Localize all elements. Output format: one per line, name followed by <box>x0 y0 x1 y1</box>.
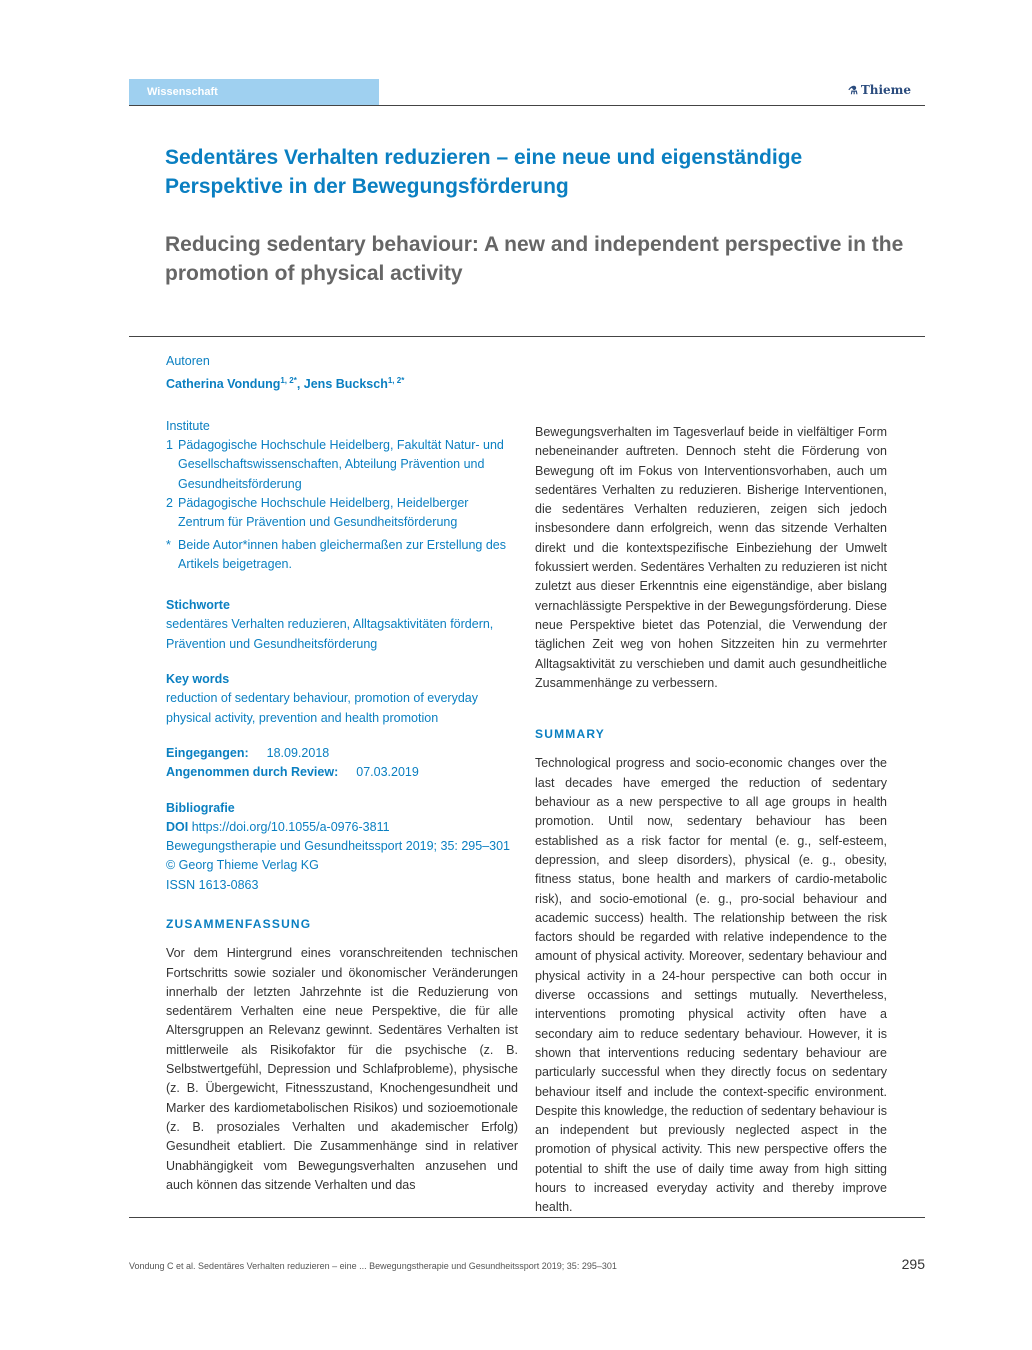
doi-row <box>166 818 518 837</box>
institute-note <box>166 536 518 575</box>
publisher-logo <box>848 83 911 97</box>
abstract-en-heading: SUMMARY <box>535 727 605 742</box>
author-list <box>166 371 518 394</box>
accepted-row <box>166 763 518 782</box>
author-affiliation: 1, 2* <box>387 376 405 386</box>
author-name[interactable]: Jens Bucksch <box>303 377 388 392</box>
title-german: Sedentäres Verhalten reduzieren – eine neue und eigenständige Perspektive in der Bewegungsförderung <box>165 146 803 198</box>
journal-citation: Bewegungstherapie und Gesundheitssport 2019; 35: 295–301 <box>166 839 511 854</box>
left-column <box>166 352 518 1195</box>
keywords-en-label: Key words <box>166 672 230 687</box>
institute-text: Pädagogische Hochschule Heidelberg, Fakultät Natur- und Gesellschaftswissenschaften, Abteilung Prävention und Gesundheitsförderung <box>178 438 504 491</box>
author-name[interactable]: Catherina Vondung <box>166 377 281 392</box>
accepted-date: 07.03.2019 <box>356 765 419 780</box>
institute-item <box>166 494 518 533</box>
title-english: Reducing sedentary behaviour: A new and independent perspective in the promotion of physical activity <box>165 233 904 285</box>
bibliography-block <box>166 799 518 895</box>
bibliography-label: Bibliografie <box>166 800 235 815</box>
institute-number: * <box>166 537 171 552</box>
page-number: 295 <box>901 1256 925 1272</box>
issn: ISSN 1613-0863 <box>166 877 259 892</box>
author-affiliation: 1, 2* <box>280 376 297 386</box>
received-row <box>166 744 518 763</box>
received-label: Eingegangen: <box>166 745 249 760</box>
doi-link[interactable]: https://doi.org/10.1055/a-0976-3811 <box>191 819 390 834</box>
keywords-en-block <box>166 670 518 728</box>
author-separator: , <box>296 377 304 392</box>
publisher-name: Thieme <box>860 83 911 97</box>
keywords-de-text: sedentäres Verhalten reduzieren, Alltagsaktivitäten fördern, Prävention und Gesundheitsförderung <box>166 617 494 651</box>
institutes-block <box>166 417 518 574</box>
right-column <box>535 423 887 1218</box>
title-divider <box>129 336 925 337</box>
footer-citation: Vondung C et al. Sedentäres Verhalten reduzieren – eine ... Bewegungstherapie und Gesundheitssport 2019; 35: 295–301 <box>129 1261 617 1271</box>
keywords-en-text: reduction of sedentary behaviour, promotion of everyday physical activity, prevention and health promotion <box>166 691 478 725</box>
accepted-label: Angenommen durch Review: <box>166 765 339 780</box>
institute-text: Pädagogische Hochschule Heidelberg, Heidelberger Zentrum für Prävention und Gesundheitsförderung <box>178 495 469 530</box>
authors-label: Autoren <box>166 354 210 368</box>
received-date: 18.09.2018 <box>266 745 330 760</box>
keywords-de-label: Stichworte <box>166 598 230 613</box>
institutes-label: Institute <box>166 418 210 433</box>
institute-number: 1 <box>166 438 173 453</box>
section-tag: Wissenschaft <box>129 79 379 105</box>
footer-divider <box>129 1217 925 1218</box>
abstract-de-part2: Bewegungsverhalten im Tagesverlauf beide in vielfältiger Form nebeneinander auftreten. Dennoch steht die Förderung von Bewegung oft im Fokus von Interventionsvorhaben, auch um sedentäres Verhalten zu reduzieren. Bisherige Interventionen, die sedentäres Verhalten reduzieren, zeigen sich jedoch insbesondere dann erfolgreich, wenn das sitzende Verhalten direkt und die kontextspezifische Einbeziehung der Umwelt fokussiert werden. Sedentäres Verhalten zu reduzieren ist nicht zuletzt aus dieser Erkenntnis eine eigenständige, aber bislang vernachlässigte Perspektive in der Bewegungsförderung. Diese neue Perspektive bietet das Potenzial, die Verwendung der täglichen Zeit weg von hohen Sitzzeiten hin zu vermehrter Alltagsaktivität zu verschieben und damit auch gesundheitliche Zusammenhänge zu verbessern. <box>535 425 887 690</box>
abstract-de-heading: ZUSAMMENFASSUNG <box>166 916 312 931</box>
copyright: © Georg Thieme Verlag KG <box>166 858 319 873</box>
thieme-logo-icon: ⚗ <box>847 83 858 97</box>
doi-label: DOI <box>166 819 189 834</box>
dates-block <box>166 744 518 783</box>
keywords-de-block <box>166 596 518 654</box>
abstract-de-part1: Vor dem Hintergrund eines voranschreitenden technischen Fortschritts sowie sozialer und ökonomischer Veränderungen innerhalb der letzten Jahrzehnte ist die Reduzierung von sedentärem Verhalten eine neue Perspektive, die für alle Altersgruppen an Relevanz gewinnt. Sedentäres Verhalten ist mittlerweile als Risikofaktor für die psychische (z. B. Selbstwertgefühl, Depression und Schlafprobleme), physische (z. B. Übergewicht, Fitnesszustand, Knochengesundheit und Marker des kardiometabolischen Risikos) und sozioemotionale (z. B. prosoziales Verhalten und akademischer Erfolg) Gesundheit etabliert. Die Zusammenhänge sind in relativer Unabhängigkeit vom Bewegungsverhalten anzusehen und auch können das sitzende Verhalten und das <box>166 946 518 1192</box>
header-divider <box>129 105 925 106</box>
institute-item <box>166 436 518 494</box>
authors-block <box>166 352 518 395</box>
institute-text: Beide Autor*innen haben gleichermaßen zur Erstellung des Artikels beigetragen. <box>178 537 506 571</box>
abstract-en-text: Technological progress and socio-economic changes over the last decades have emerged the reduction of sedentary behaviour as a new perspective to all age groups in health promotion. Until now, sedentary behaviour has been established as a risk factor for mental (e. g., self-esteem, depression, and sleep disorders), physical (e. g., obesity, fitness status, bone health and markers of cardio-metabolic risk), and socio-emotional (e. g., pro-social behaviour and academic success) health. The relationship between the risk factors should be regarded with relative independence to the amount of physical activity. Moreover, sedentary behaviour and physical activity in a 24-hour perspective can both occur in diverse occassions and settings mutually. Nevertheless, interventions promoting physical activity often have a secondary aim to reduce sedentary behaviour. However, it is shown that interventions reducing sedentary behaviour are particularly successful when they directly focus on sedentary behaviour itself and include the context-specific environment. Despite this knowledge, the reduction of sedentary behaviour is an independent but previously neglected aspect in the promotion of physical activity. This new perspective offers the potential to shift the use of daily time away from high sitting hours to increased everyday activity and thereby improve health. <box>535 756 887 1215</box>
institute-number: 2 <box>166 495 173 510</box>
